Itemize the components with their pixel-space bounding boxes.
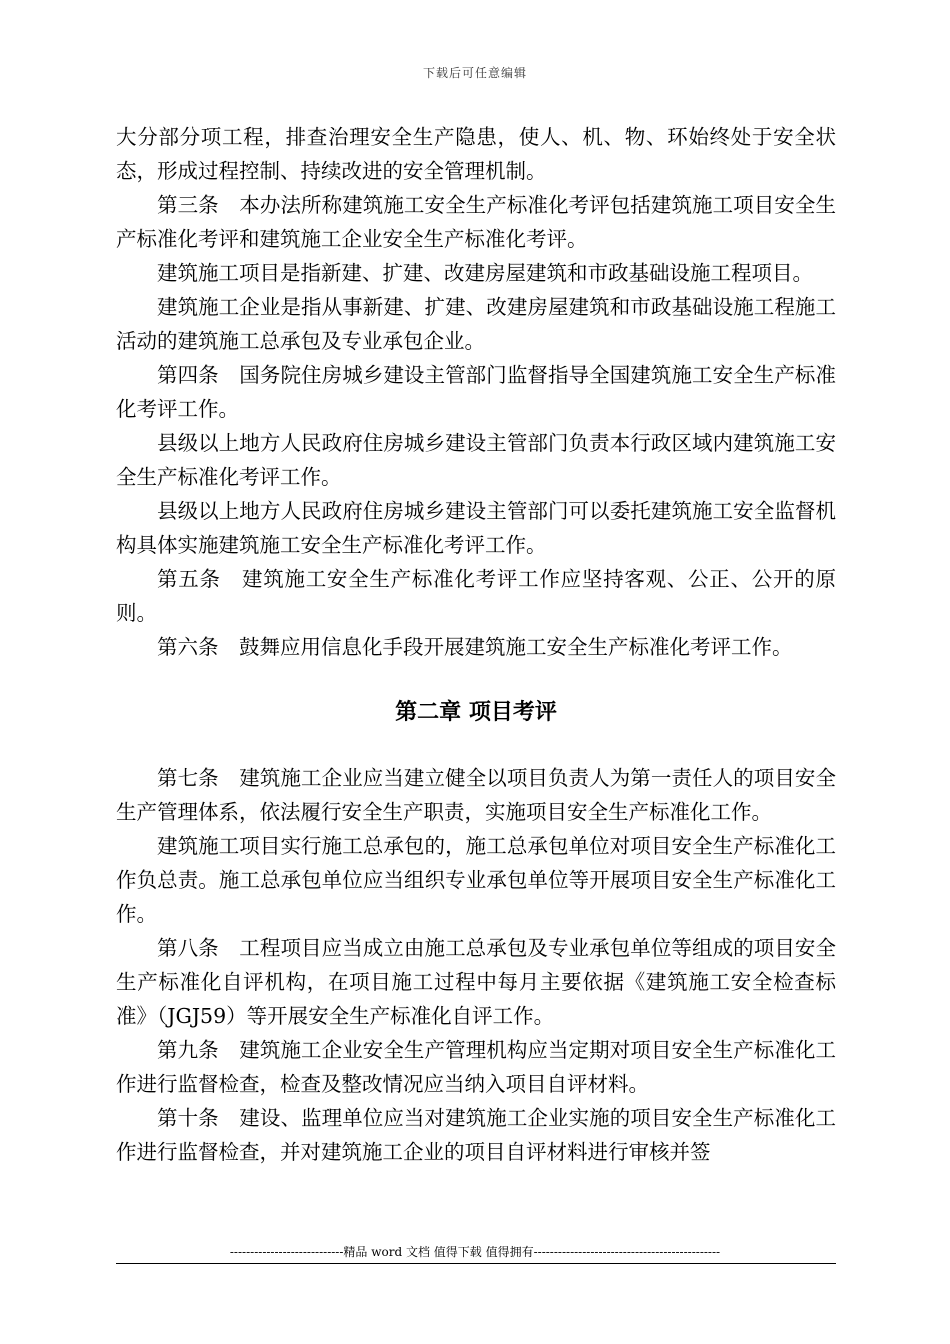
chapter-heading: 第二章 项目考评 bbox=[395, 700, 557, 725]
paragraph: 第六条 鼓舞应用信息化手段开展建筑施工安全生产标准化考评工作。 bbox=[157, 635, 793, 659]
paragraph: 第三条 本办法所称建筑施工安全生产标准化考评包括建筑施工项目安全生产标准化考评和建筑施工企业安全生产标准化考评。 bbox=[116, 193, 836, 251]
paragraph: 建筑施工企业是指从事新建、扩建、改建房屋建筑和市政基础设施工程施工活动的建筑施工总承包及专业承包企业。 bbox=[116, 295, 836, 353]
paragraph: 第七条 建筑施工企业应当建立健全以项目负责人为第一责任人的项目安全生产管理体系，依法履行安全生产职责，实施项目安全生产标准化工作。 bbox=[116, 766, 836, 824]
paragraph: 建筑施工项目实行施工总承包的，施工总承包单位对项目安全生产标准化工作负总责。施工总承包单位应当组织专业承包单位等开展项目安全生产标准化工作。 bbox=[116, 834, 836, 926]
paragraph: 第十条 建设、监理单位应当对建筑施工企业实施的项目安全生产标准化工作进行监督检查，并对建筑施工企业的项目自评材料进行审核并签 bbox=[116, 1106, 836, 1164]
paragraph: 第九条 建筑施工企业安全生产管理机构应当定期对项目安全生产标准化工作进行监督检查，检查及整改情况应当纳入项目自评材料。 bbox=[116, 1038, 836, 1096]
paragraph: 第五条 建筑施工安全生产标准化考评工作应坚持客观、公正、公开的原则。 bbox=[116, 567, 836, 625]
paragraph: 建筑施工项目是指新建、扩建、改建房屋建筑和市政基础设施工程项目。 bbox=[157, 261, 813, 285]
paragraph: 第四条 国务院住房城乡建设主管部门监督指导全国建筑施工安全生产标准化考评工作。 bbox=[116, 363, 836, 421]
page-footer: ----------------------------精品 word 文档 值得下载 值得拥有---------------------------------------------- bbox=[229, 1245, 721, 1259]
paragraph: 县级以上地方人民政府住房城乡建设主管部门负责本行政区域内建筑施工安全生产标准化考评工作。 bbox=[116, 431, 836, 489]
document-body bbox=[116, 120, 836, 1169]
paragraph: 县级以上地方人民政府住房城乡建设主管部门可以委托建筑施工安全监督机构具体实施建筑施工安全生产标准化考评工作。 bbox=[116, 499, 836, 557]
paragraph: 第八条 工程项目应当成立由施工总承包及专业承包单位等组成的项目安全生产标准化自评机构，在项目施工过程中每月主要依据《建筑施工安全检查标准》（JGJ59）等开展安全生产标准化自评工作。 bbox=[116, 936, 836, 1028]
page-header: 下载后可任意编辑 bbox=[422, 66, 527, 80]
footer-divider bbox=[116, 1263, 836, 1264]
paragraph: 大分部分项工程，排查治理安全生产隐患，使人、机、物、环始终处于安全状态，形成过程控制、持续改进的安全管理机制。 bbox=[116, 125, 836, 183]
